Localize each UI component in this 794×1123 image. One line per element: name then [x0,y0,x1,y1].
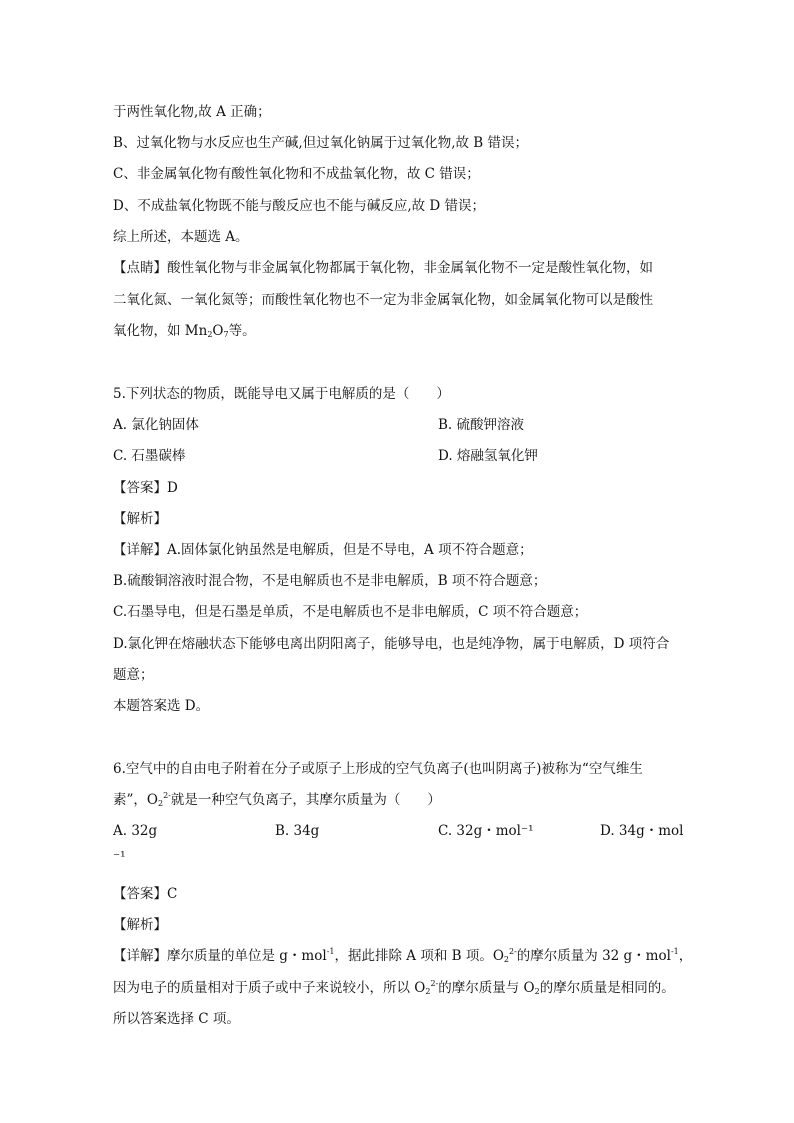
detail-line [113,947,692,965]
question-stem [113,791,441,809]
option-c: C. 石墨碳棒 [113,448,186,464]
dianjing-note: 二氧化氮、一氧化氮等；而酸性氧化物也不一定为非金属氧化物，如金属氧化物可以是酸性 [113,292,653,308]
text-fragment: 因为电子的质量相对于质子或中子来说较小，所以 O [113,980,426,996]
superscript: 2- [430,979,439,988]
detail-line: 题意； [113,667,154,683]
option-d: D. 34g・mol [600,823,684,839]
text-fragment: 【详解】摩尔质量的单位是 g・mol [113,948,327,964]
analysis-heading: 【解析】 [113,917,167,933]
text-line: C、非金属氧化物有酸性氧化物和不成盐氧化物，故 C 错误； [113,166,480,182]
detail-line: B.硫酸铜溶液时混合物，不是电解质也不是非电解质，B 项不符合题意； [113,573,547,589]
option-d-wrap: ⁻¹ [113,849,126,865]
option-c: C. 32g・mol⁻¹ [438,823,534,839]
text-line: D、不成盐氧化物既不能与酸反应也不能与碱反应,故 D 错误； [113,198,486,214]
superscript: 2- [163,791,171,800]
superscript: -1 [670,947,679,956]
text-fragment: 素”，O [113,792,158,808]
text-fragment: 的摩尔质量为 32 g・mol [516,948,671,964]
analysis-heading: 【解析】 [113,511,167,527]
text-fragment: 氧化物，如 Mn [113,323,208,339]
option-d: D. 熔融氢氧化钾 [438,448,538,464]
option-a: A. 32g [113,823,158,839]
subscript: 2 [534,987,540,996]
option-b: B. 34g [275,823,320,839]
option-a: A. 氯化钠固体 [113,417,199,433]
detail-line: C.石墨导电，但是石墨是单质，不是电解质也不是非电解质，C 项不符合题意； [113,604,588,620]
answer-line: 【答案】D [113,480,178,496]
dianjing-note: 【点睛】酸性氧化物与非金属氧化物都属于氧化物，非金属氧化物不一定是酸性氧化物，如 [113,260,653,276]
text-line: B、过氧化物与水反应也生产碱,但过氧化钠属于过氧化物,故 B 错误； [113,135,529,151]
text-fragment: ，据此排除 A 项和 B 项。O [334,948,504,964]
text-fragment: O [212,323,224,339]
detail-line: D.氯化钾在熔融状态下能够电离出阴阳离子，能够导电，也是纯净物，属于电解质，D 项符合 [113,636,670,652]
detail-line [113,979,675,997]
option-b: B. 硫酸钾溶液 [438,417,525,433]
text-fragment: 就是一种空气负离子，其摩尔质量为（ ） [170,792,441,808]
subscript: 7 [223,330,229,339]
answer-line: 【答案】C [113,886,178,902]
detail-line: 【详解】A.固体氯化钠虽然是电解质，但是不导电，A 项不符合题意； [113,542,533,558]
text-line: 综上所述，本题选 A。 [113,229,249,245]
dianjing-note [113,322,256,340]
question-stem: 6.空气中的自由电子附着在分子或原子上形成的空气负离子(也叫阴离子)被称为“空气维生 [113,761,643,777]
superscript: -1 [326,947,335,956]
subscript: 2 [503,955,509,964]
text-fragment: 的摩尔质量与 O [438,980,535,996]
text-fragment: 等。 [228,323,256,339]
detail-line: 本题答案选 D。 [113,698,210,714]
text-fragment: ， [678,948,693,964]
question-stem: 5.下列状态的物质，既能导电又属于电解质的是（ ） [113,386,450,402]
subscript: 2 [207,330,213,339]
subscript: 2 [157,799,164,808]
detail-line: 所以答案选择 C 项。 [113,1011,240,1027]
superscript: 2- [508,947,517,956]
text-line: 于两性氧化物,故 A 正确； [113,104,271,120]
subscript: 2 [425,987,431,996]
text-fragment: 的摩尔质量是相同的。 [539,980,675,996]
